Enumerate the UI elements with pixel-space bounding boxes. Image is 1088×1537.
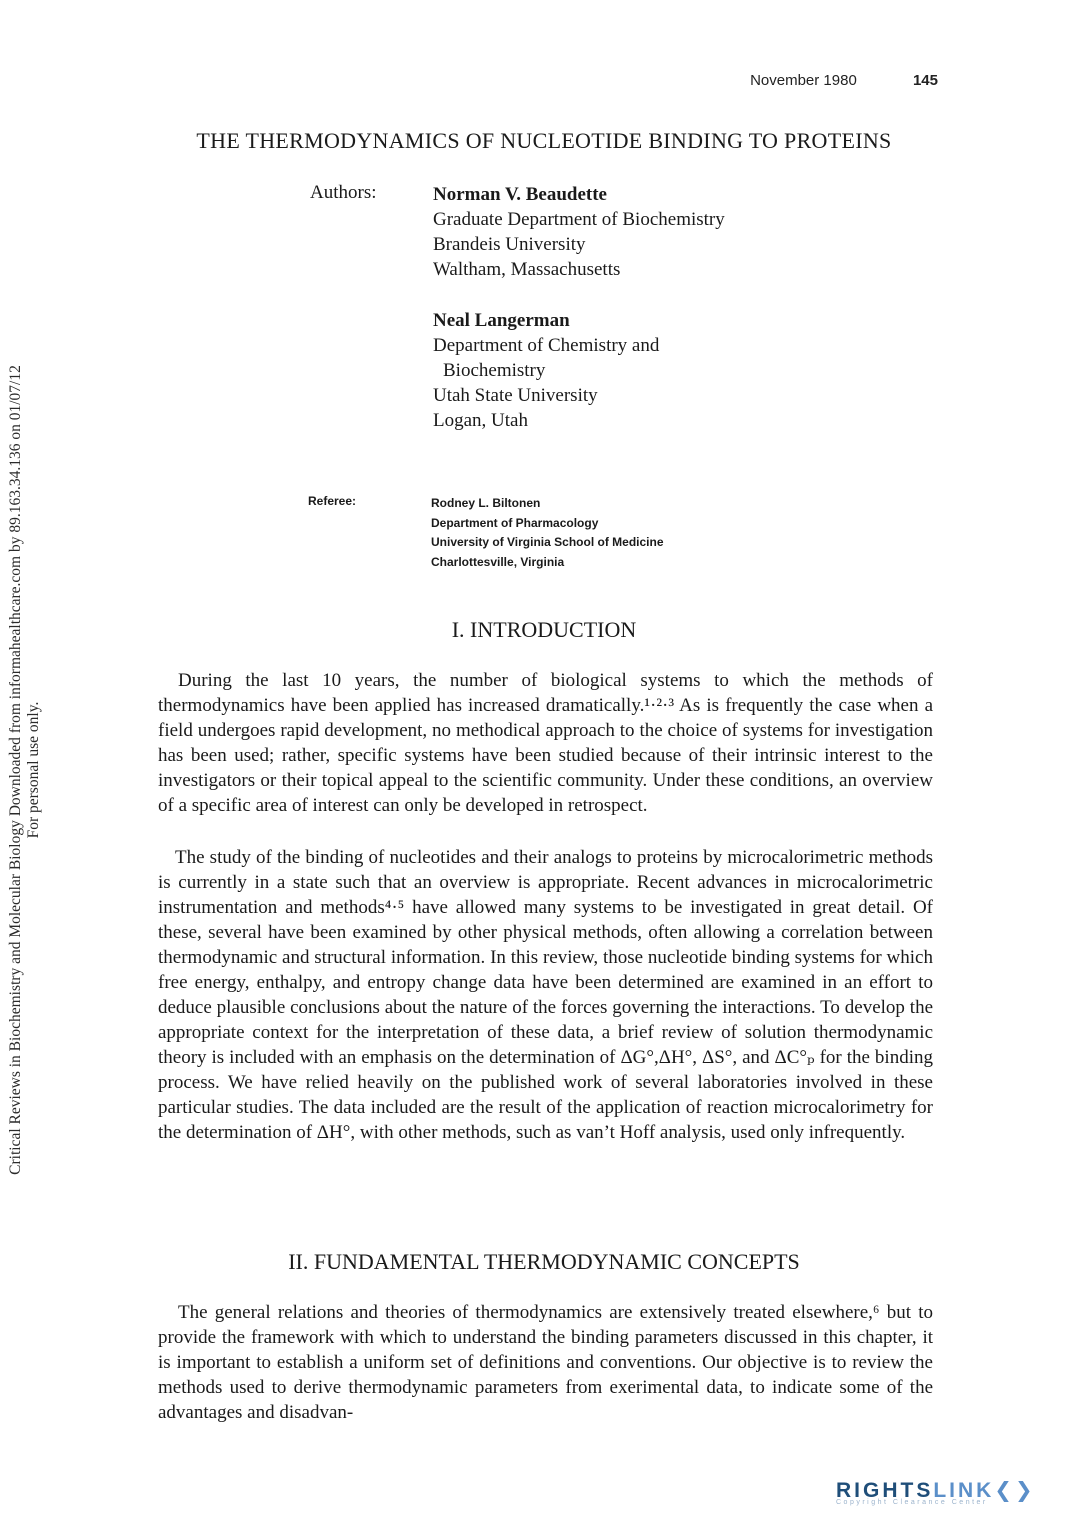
rightslink-logo-part1: RIGHTS xyxy=(836,1479,934,1502)
author-2 xyxy=(433,308,659,433)
affiliation-line: Biochemistry xyxy=(443,360,546,381)
article-title: THE THERMODYNAMICS OF NUCLEOTIDE BINDING TO PROTEINS xyxy=(196,128,892,153)
rightslink-tagline: Copyright Clearance Center xyxy=(836,1499,988,1506)
referee-affiliation-line: University of Virginia School of Medicine xyxy=(431,535,664,549)
header-date: November 1980 xyxy=(750,72,857,89)
affiliation-line: Graduate Department of Biochemistry xyxy=(433,209,725,230)
body-paragraph: During the last 10 years, the number of biological systems to which the methods of thermodynamics have been applied has increased dramatically.¹·²·³ As is frequently the case when a field undergoes rapid development, no methodical approach to the choice of systems for investigation has been used; rather, specific systems have been studied because of their intrinsic interest to the investigators or their topical appeal to the scientific community. Under these conditions, an overview of a specific area of interest can only be developed in retrospect. xyxy=(158,670,933,816)
referee xyxy=(431,494,664,572)
section-heading-introduction: I. INTRODUCTION xyxy=(451,617,637,642)
affiliation-line: Utah State University xyxy=(433,385,598,406)
download-watermark xyxy=(0,0,50,1537)
rightslink-logo-part2: LINK xyxy=(933,1479,995,1502)
rightslink-logo[interactable] xyxy=(836,1478,1036,1506)
body-paragraph: The study of the binding of nucleotides and their analogs to proteins by microcalorimetric methods is currently in a state such that an overview is appropriate. Recent advances in microcalorimetric instrumentation and methods⁴·⁵ have allowed many systems to be investigated in great detail. Of these, several have been examined by other physical methods, often allowing a correlation between thermodynamic and structural information. In this review, those nucleotide binding systems for which free energy, enthalpy, and entropy change data have been determined are examined in an effort to deduce plausible conclusions about the nature of the forces governing the interactions. To develop the appropriate context for the interpretation of these data, a brief review of solution thermodynamic theory is included with an emphasis on the determination of ΔG°,ΔH°, ΔS°, and ΔC°ₚ for the binding process. We have relied heavily on the published work of several laboratories involved in these particular studies. The data included are the result of the application of reaction microcalorimetry for the determination of ΔH°, with other methods, such as van’t Hoff analysis, used only infrequently. xyxy=(158,847,933,1143)
author-name: Neal Langerman xyxy=(433,310,570,331)
rightslink-arrow-icon: ❮❯ xyxy=(994,1479,1036,1502)
affiliation-line: Brandeis University xyxy=(433,234,586,255)
watermark-line-2: For personal use only. xyxy=(25,701,42,839)
section-heading-fundamentals: II. FUNDAMENTAL THERMODYNAMIC CONCEPTS xyxy=(288,1249,800,1274)
affiliation-line: Logan, Utah xyxy=(433,410,528,431)
affiliation-line: Waltham, Massachusetts xyxy=(433,259,621,280)
referee-label: Referee: xyxy=(308,494,357,508)
referee-name: Rodney L. Biltonen xyxy=(431,496,541,510)
running-header xyxy=(750,72,938,89)
referee-affiliation-line: Department of Pharmacology xyxy=(431,515,599,530)
body-paragraph: The general relations and theories of thermodynamics are extensively treated elsewhere,⁶ but to provide the framework with which to understand the binding parameters discussed in this chapter, it is important to establish a uniform set of definitions and conventions. Our objective is to review the methods used to derive thermodynamic parameters from exerimental data, to indicate some of the advantages and disadvan- xyxy=(158,1302,933,1423)
affiliation-line: Department of Chemistry and xyxy=(433,335,660,356)
referee-affiliation-line: Charlottesville, Virginia xyxy=(431,554,565,569)
authors-label: Authors: xyxy=(310,182,377,203)
watermark-line-1: Critical Reviews in Biochemistry and Molecular Biology Downloaded from informahealthcare.com by 89.163.34.136 on 01/07/12 xyxy=(7,365,24,1175)
page-number: 145 xyxy=(912,72,938,89)
author-name: Norman V. Beaudette xyxy=(433,184,607,205)
author-1 xyxy=(433,182,725,282)
